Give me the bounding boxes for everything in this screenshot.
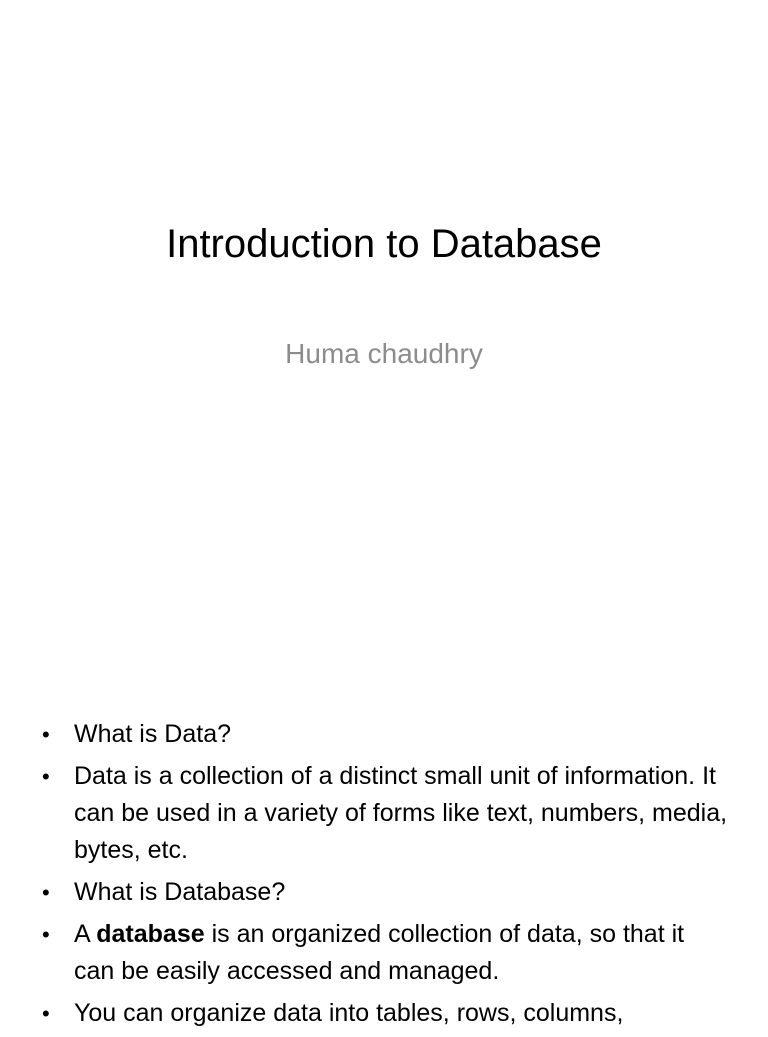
- bullet-icon: •: [42, 764, 50, 789]
- bullet-text: Data is a collection of a distinct small unit of information. It can be used in a variety of forms like text, numbers, media, bytes, etc.: [74, 762, 728, 864]
- bullet-item: [38, 716, 728, 753]
- bullet-text: What is Database?: [74, 878, 286, 906]
- bullet-icon: •: [42, 722, 50, 747]
- bullet-icon: •: [42, 1001, 50, 1026]
- bullet-icon: •: [42, 922, 50, 947]
- content-slide: [0, 576, 768, 1027]
- slide-title: Introduction to Database: [166, 222, 602, 266]
- slide-subtitle: Huma chaudhry: [285, 338, 483, 369]
- bullet-text: You can organize data into tables, rows, columns,: [74, 999, 624, 1027]
- bullet-text-bold: database: [96, 920, 205, 948]
- bullet-text-suffix: is an organized collection of data, so that it can be easily accessed and managed.: [74, 920, 685, 985]
- bullet-icon: •: [42, 880, 50, 905]
- bullet-list: [38, 716, 728, 1037]
- bullet-item: [38, 874, 728, 911]
- bullet-item: [38, 995, 728, 1032]
- bullet-text: What is Data?: [74, 720, 232, 748]
- bullet-item: [38, 916, 728, 990]
- bullet-text-prefix: A: [74, 920, 97, 948]
- bullet-item: [38, 758, 728, 869]
